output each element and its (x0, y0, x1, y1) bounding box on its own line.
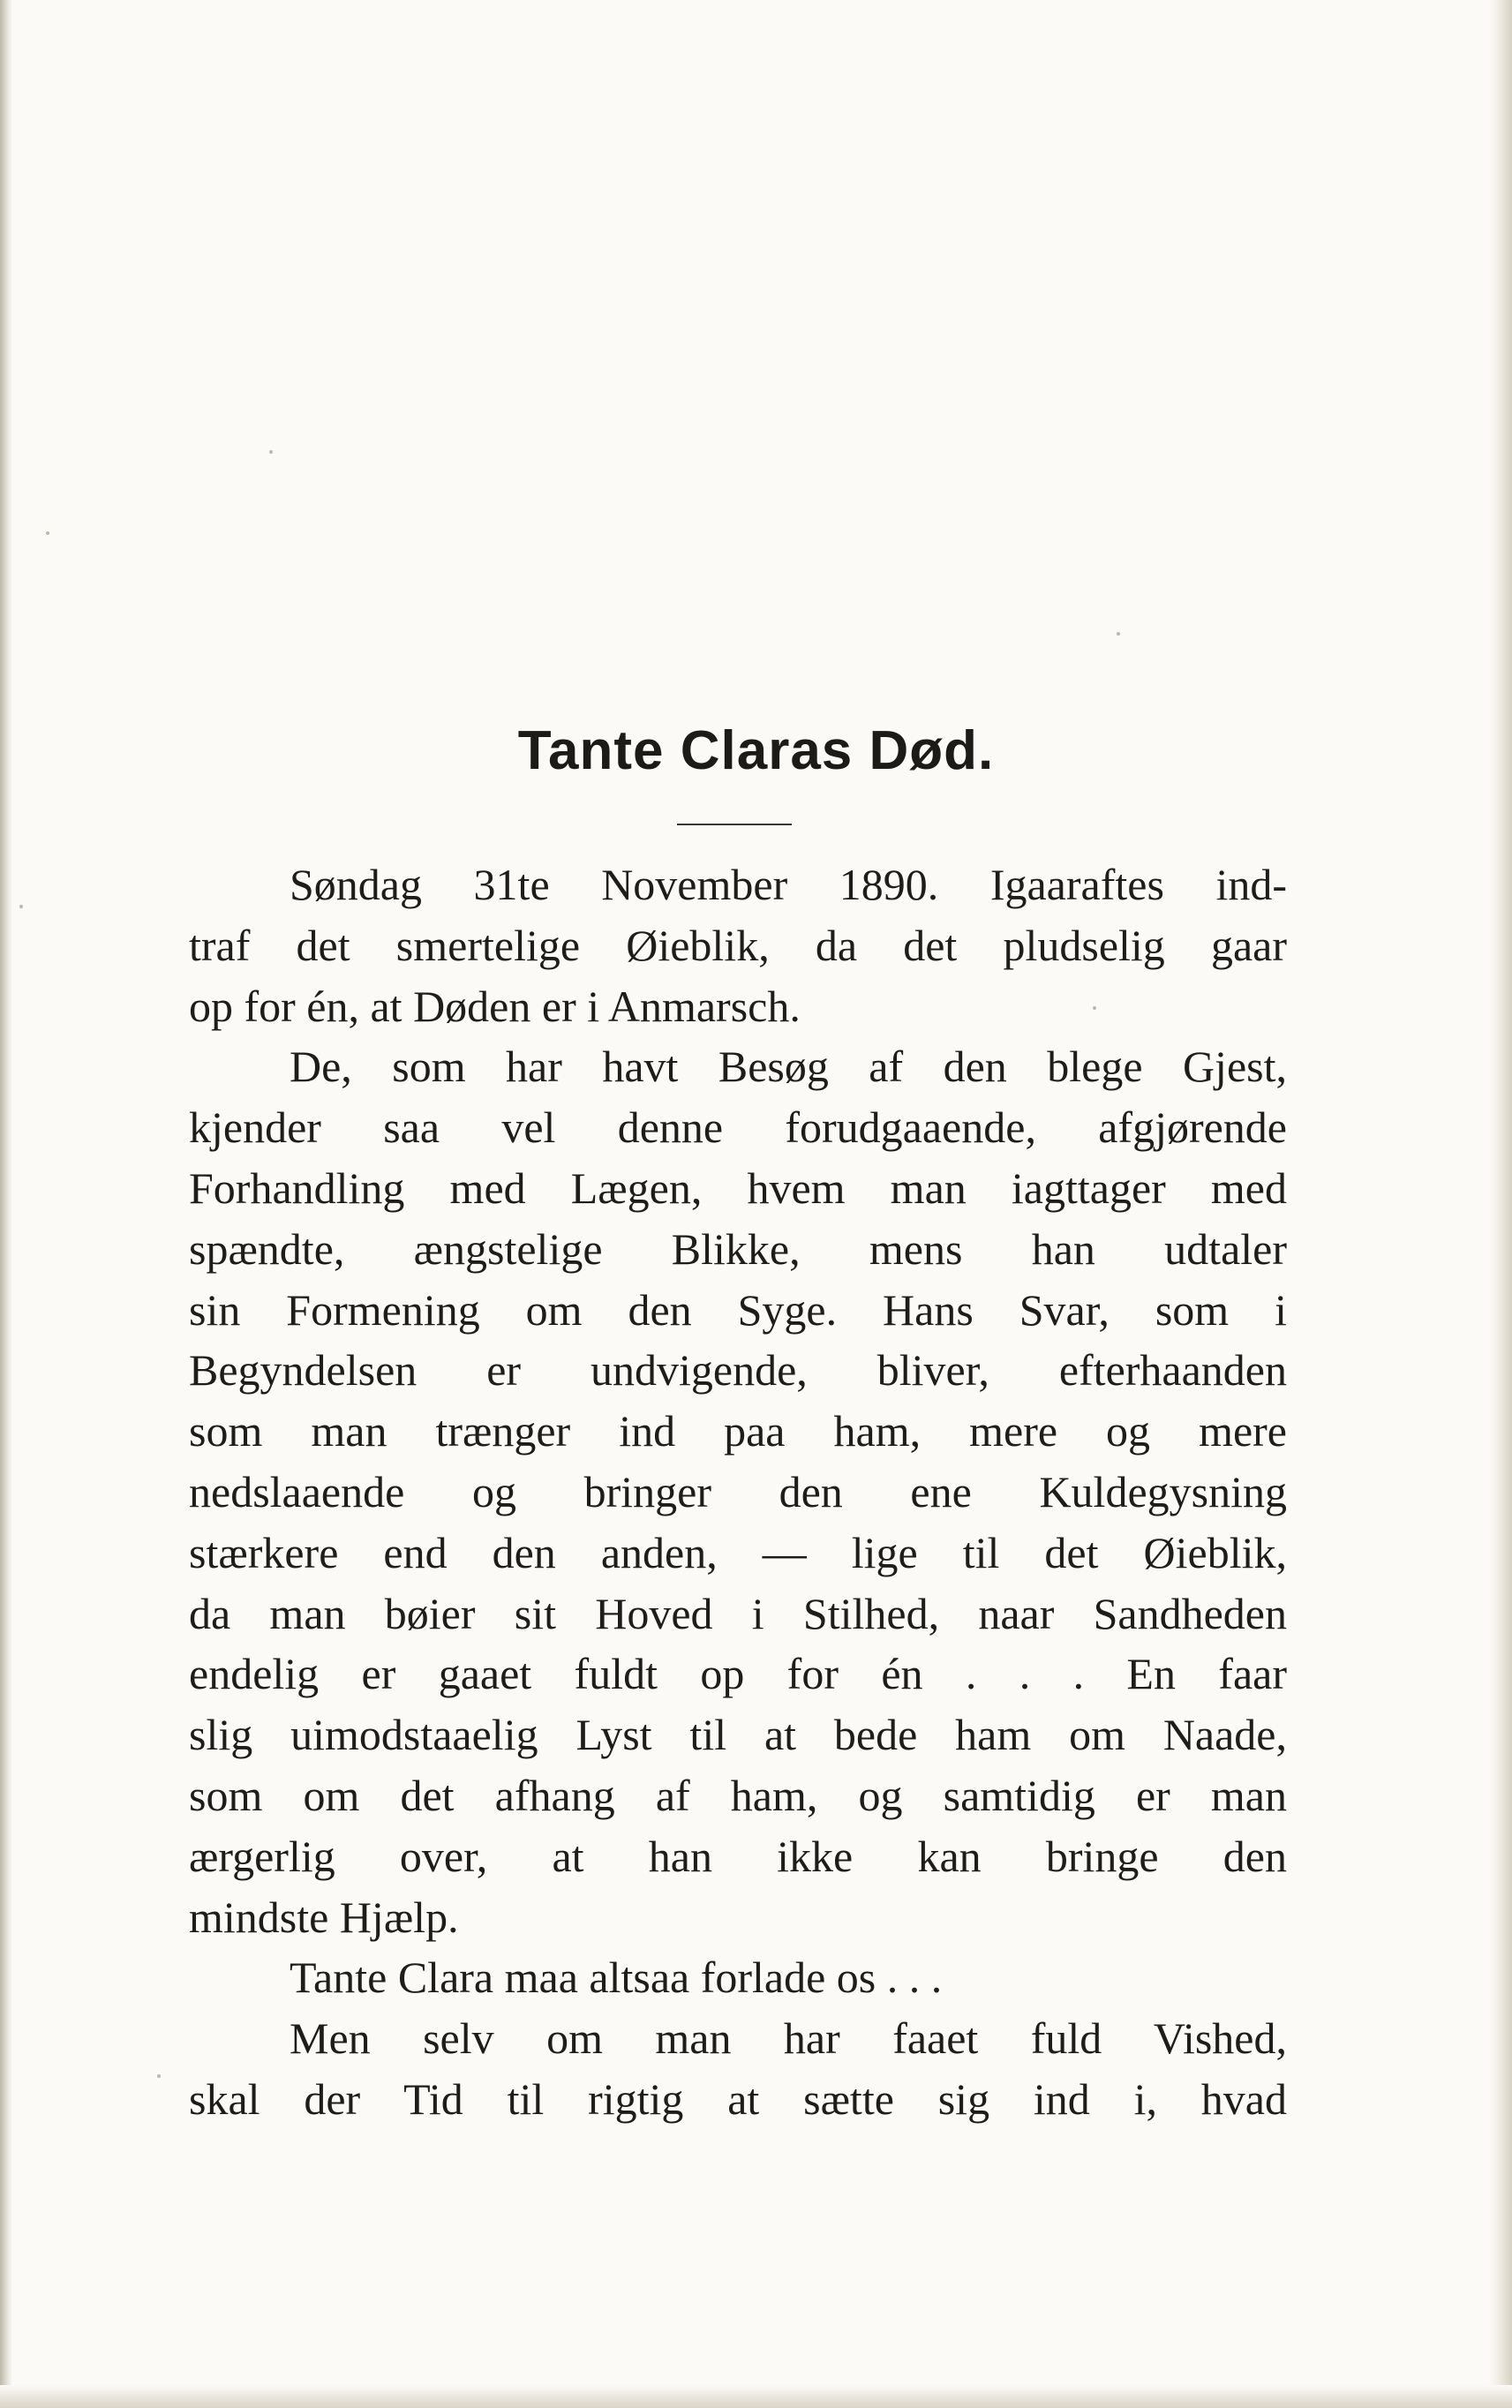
text-line: skal der Tid til rigtig at sætte sig ind i, hvad (189, 2073, 1287, 2124)
paper-speck (46, 531, 49, 535)
title-divider (677, 824, 792, 825)
text-line: Søndag 31te November 1890. Igaaraftes ind- (290, 860, 1287, 909)
text-line: da man bøier sit Hoved i Stilhed, naar Sandheden (189, 1588, 1287, 1638)
text-line: endelig er gaaet fuldt op for én . . . En faar (189, 1649, 1287, 1699)
text-line: spændte, ængstelige Blikke, mens han udtaler (189, 1223, 1287, 1274)
text-line: mindste Hjælp. (189, 1892, 459, 1942)
text-line: Begyndelsen er undvigende, bliver, efterhaanden (189, 1345, 1287, 1396)
paper-speck (157, 2074, 161, 2078)
page-left-edge (0, 0, 12, 2408)
text-line: som man trænger ind paa ham, mere og mere (189, 1406, 1287, 1456)
text-line: Men selv om man har faaet fuld Vished, (290, 2013, 1287, 2064)
paper-speck (269, 450, 273, 454)
page-right-edge (1489, 0, 1512, 2408)
page-title: Tante Claras Død. (517, 720, 995, 781)
page-bottom-edge (0, 2385, 1512, 2408)
text-line: stærkere end den anden, — lige til det Øieblik, (189, 1527, 1287, 1577)
text-line: sin Formening om den Syge. Hans Svar, som i (189, 1284, 1287, 1335)
body-text (189, 854, 1287, 2130)
text-line: nedslaaende og bringer den ene Kuldegysning (189, 1466, 1287, 1516)
text-line: Forhandling med Lægen, hvem man iagttager med (189, 1163, 1287, 1213)
text-line: som om det afhang af ham, og samtidig er man (189, 1770, 1287, 1820)
text-line: kjender saa vel denne forudgaaende, afgjørende (189, 1102, 1287, 1153)
text-line: De, som har havt Besøg af den blege Gjest, (290, 1042, 1287, 1092)
text-line: op for én, at Døden er i Anmarsch. (189, 981, 801, 1031)
paper-speck (1117, 632, 1120, 636)
text-line: ærgerlig over, at han ikke kan bringe den (189, 1831, 1287, 1881)
text-line: slig uimodstaaelig Lyst til at bede ham om Naade, (189, 1710, 1287, 1760)
text-line: traf det smertelige Øieblik, da det pludselig gaar (189, 920, 1287, 970)
paper-speck (19, 905, 23, 908)
text-line: Tante Clara maa altsaa forlade os . . . (290, 1953, 943, 2003)
